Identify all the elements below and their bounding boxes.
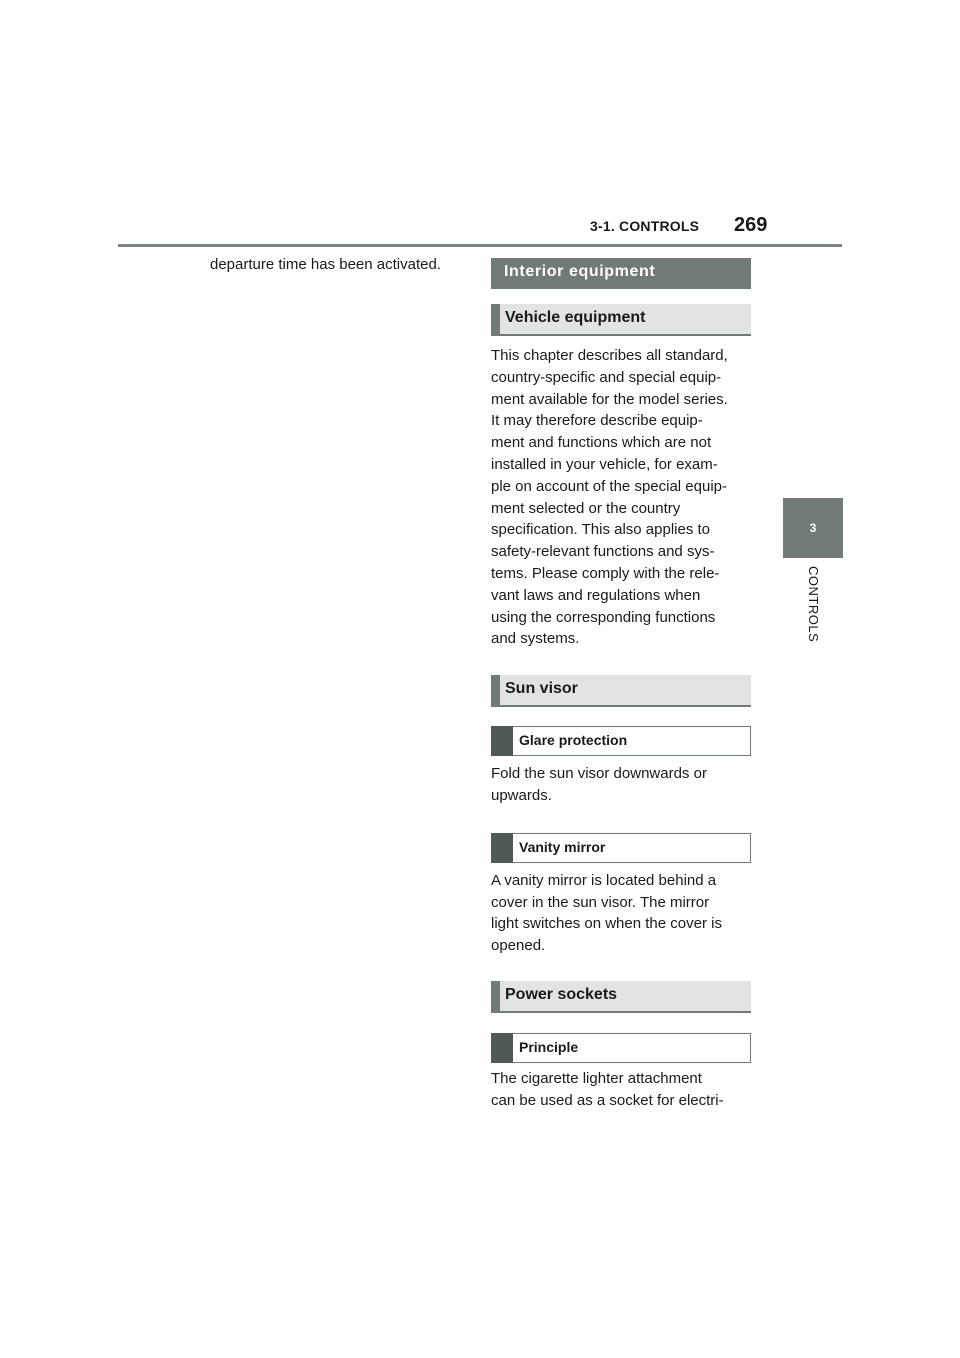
vehicle-equipment-paragraph <box>491 345 751 650</box>
paragraph-line: ment and functions which are not <box>491 434 712 452</box>
principle-title: Principle <box>519 1038 579 1055</box>
paragraph-line: specification. This also applies to <box>491 521 711 539</box>
paragraph-line: installed in your vehicle, for exam- <box>491 455 718 473</box>
power-sockets-heading: Power sockets <box>491 981 751 1013</box>
chapter-tab[interactable] <box>783 498 843 558</box>
paragraph-line: can be used as a socket for electri- <box>491 1091 724 1109</box>
paragraph-line: opened. <box>491 937 546 955</box>
paragraph-line: ment available for the model series. <box>491 390 728 408</box>
glare-protection-heading <box>491 726 751 756</box>
subheading-marker <box>491 1033 513 1063</box>
subheading-marker <box>491 833 513 863</box>
header-divider <box>118 244 842 247</box>
chapter-label: CONTROLS <box>806 566 821 643</box>
page-number: 269 <box>734 214 768 236</box>
vanity-mirror-heading <box>491 833 751 863</box>
paragraph-line: cover in the sun visor. The mirror <box>491 893 710 911</box>
paragraph-line: This chapter describes all standard, <box>491 347 728 364</box>
chapter-number: 3 <box>809 521 817 535</box>
paragraph-line: The cigarette lighter attachment <box>491 1069 702 1087</box>
paragraph-line: A vanity mirror is located behind a <box>491 871 717 889</box>
paragraph-line: upwards. <box>491 786 552 804</box>
glare-protection-title: Glare protection <box>519 732 628 749</box>
sun-visor-heading: Sun visor <box>491 675 751 707</box>
paragraph-line: ple on account of the special equip- <box>491 477 727 495</box>
paragraph-line: tems. Please comply with the rele- <box>491 564 720 582</box>
paragraph-line: light switches on when the cover is <box>491 915 722 933</box>
subheading-marker <box>491 726 513 756</box>
vanity-mirror-title: Vanity mirror <box>519 838 606 855</box>
vanity-mirror-paragraph <box>491 870 751 957</box>
paragraph-line: country-specific and special equip- <box>491 368 722 386</box>
paragraph-line: It may therefore describe equip- <box>491 412 703 430</box>
paragraph-line: ment selected or the country <box>491 499 681 517</box>
paragraph-line: using the corresponding functions <box>491 608 716 626</box>
principle-paragraph <box>491 1068 751 1112</box>
paragraph-line: safety-relevant functions and sys- <box>491 543 715 561</box>
section-title: 3-1. CONTROLS <box>590 218 700 234</box>
vehicle-equipment-heading: Vehicle equipment <box>491 304 751 336</box>
interior-equipment-heading: Interior equipment <box>491 258 751 289</box>
paragraph-line: vant laws and regulations when <box>491 586 701 604</box>
principle-heading <box>491 1033 751 1063</box>
right-column <box>491 258 751 1112</box>
continued-paragraph: departure time has been activated. <box>210 256 441 273</box>
paragraph-line: Fold the sun visor downwards or <box>491 765 707 783</box>
glare-protection-paragraph <box>491 763 751 807</box>
paragraph-line: and systems. <box>491 630 580 648</box>
